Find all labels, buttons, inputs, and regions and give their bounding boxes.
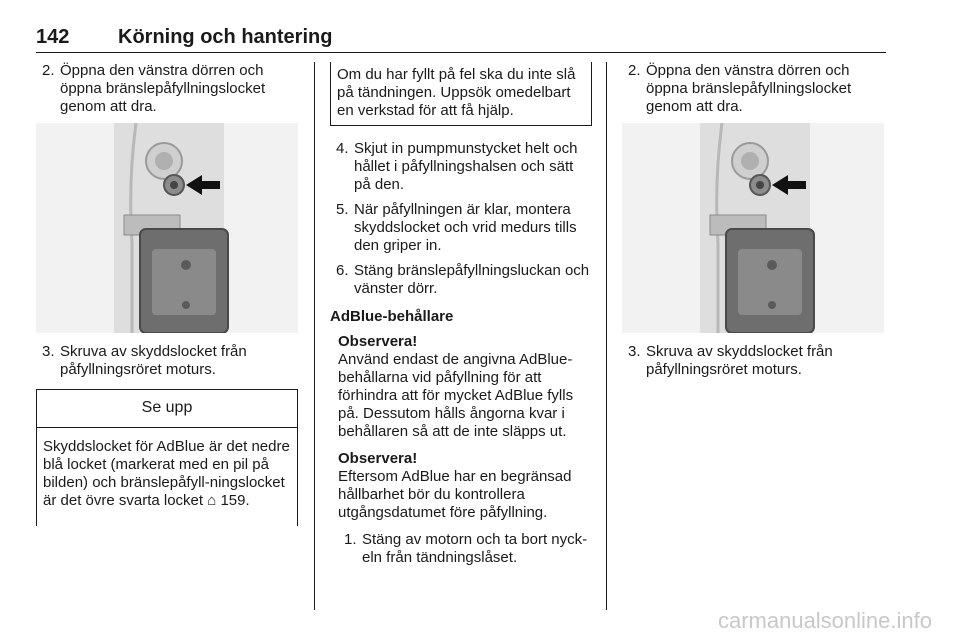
step-2 (36, 62, 298, 116)
note-title: Observera! (338, 333, 418, 350)
watermark: carmanualsonline.info (717, 608, 932, 633)
step-text: Skjut in pumpmunstycket helt och hållet i påfyllningshalsen och sätt på den. (354, 140, 578, 193)
note-text: Eftersom AdBlue har en begränsad hållbarhet bör du kontrollera utgångsdatumet före påfyllning. (338, 468, 572, 521)
note-2 (330, 450, 592, 522)
caution-title: Se upp (37, 390, 297, 428)
section-title: AdBlue-behållare (330, 308, 454, 325)
caution-text: Skyddslocket för AdBlue är det nedre blå locket (markerat med en pil på bilden) och bränslepåfyll-ningslocket är det övre svarta locket ⌂ 159. (43, 438, 290, 509)
step-text: När påfyllningen är klar, montera skyddslocket och vrid medurs tills den griper in. (354, 201, 577, 254)
column-left (36, 62, 298, 526)
step-number: 2. (42, 62, 55, 79)
fuel-filler-figure (622, 123, 884, 333)
step-4 (330, 140, 592, 194)
step-1 (338, 531, 592, 567)
column-divider (314, 62, 315, 610)
caution-box (36, 389, 298, 526)
fuel-filler-figure (36, 123, 298, 333)
note-text: Använd endast de angivna AdBlue-behållarna vid påfyllning för att förhindra att för mycket AdBlue fylls på. Dessutom hålls ångorna kvar i behållaren så att de inte släpps ut. (338, 351, 574, 440)
step-text: Stäng av motorn och ta bort nyck-eln från tändningslåset. (362, 531, 588, 566)
step-6 (330, 262, 592, 298)
page-header (36, 26, 886, 53)
step-text: Öppna den vänstra dörren och öppna bränslepåfyllningslocket genom att dra. (60, 62, 266, 115)
warning-continuation-box: Om du har fyllt på fel ska du inte slå på tändningen. Uppsök omedelbart en verkstad för att få hjälp. (330, 62, 592, 126)
step-number: 1. (344, 531, 357, 548)
step-5 (330, 201, 592, 255)
step-3 (36, 343, 298, 379)
step-text: Öppna den vänstra dörren och öppna bränslepåfyllningslocket genom att dra. (646, 62, 852, 115)
note-1 (330, 333, 592, 441)
step-number: 6. (336, 262, 349, 279)
column-middle (330, 62, 592, 574)
note-title: Observera! (338, 450, 418, 467)
step-number: 2. (628, 62, 641, 79)
chapter-title: Körning och hantering (118, 26, 333, 48)
step-number: 3. (628, 343, 641, 360)
step-text: Skruva av skyddslocket från påfyllningsröret moturs. (60, 343, 247, 378)
page-number: 142 (36, 26, 70, 48)
column-right (622, 62, 884, 386)
step-number: 4. (336, 140, 349, 157)
step-3 (622, 343, 884, 379)
step-number: 5. (336, 201, 349, 218)
step-number: 3. (42, 343, 55, 360)
step-text: Stäng bränslepåfyllningsluckan och vänster dörr. (354, 262, 590, 297)
step-text: Skruva av skyddslocket från påfyllningsröret moturs. (646, 343, 833, 378)
step-2 (622, 62, 884, 116)
column-divider (606, 62, 607, 610)
